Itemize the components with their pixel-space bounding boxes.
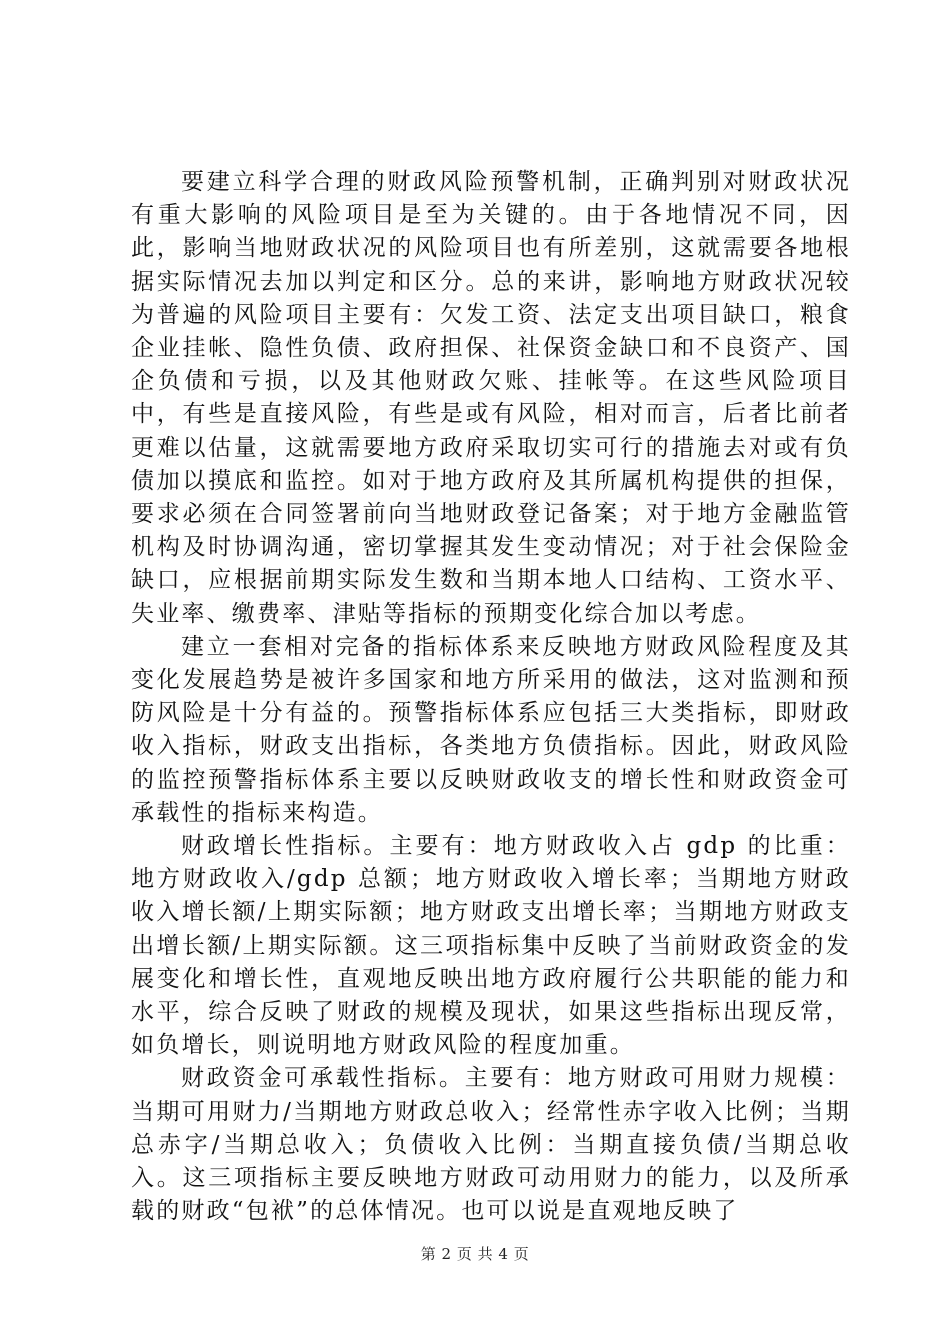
- paragraph-risk-items: 要建立科学合理的财政风险预警机制，正确判别对财政状况有重大影响的风险项目是至为关键的。由于各地情况不同，因此，影响当地财政状况的风险项目也有所差别，这就需要各地根据实际情况去加以判定和区分。总的来讲，影响地方财政状况较为普遍的风险项目主要有：欠发工资、法定支出项目缺口，粮食企业挂帐、隐性负债、政府担保、社保资金缺口和不良资产、国企负债和亏损，以及其他财政欠账、挂帐等。在这些风险项目中，有些是直接风险，有些是或有风险，相对而言，后者比前者更难以估量，这就需要地方政府采取切实可行的措施去对或有负债加以摸底和监控。如对于地方政府及其所属机构提供的担保，要求必须在合同签署前向当地财政登记备案；对于地方金融监管机构及时协调沟通，密切掌握其发生变动情况；对于社会保险金缺口，应根据前期实际发生数和当期本地人口结构、工资水平、失业率、缴费率、津贴等指标的预期变化综合加以考虑。: [131, 169, 851, 627]
- document-body: [131, 166, 851, 1229]
- paragraph-growth-indicators: 财政增长性指标。主要有：地方财政收入占 gdp 的比重：地方财政收入/gdp 总额；地方财政收入增长率；当期地方财政收入增长额/上期实际额；地方财政支出增长率；当期地方财政支出增长额/上期实际额。这三项指标集中反映了当前财政资金的发展变化和增长性，直观地反映出地方政府履行公共职能的能力和水平，综合反映了财政的规模及现状，如果这些指标出现反常，如负增长，则说明地方财政风险的程度加重。: [131, 833, 851, 1059]
- page-footer: 第 2 页 共 4 页: [420, 1245, 530, 1263]
- paragraph-capacity-indicators: 财政资金可承载性指标。主要有：地方财政可用财力规模：当期可用财力/当期地方财政总收入；经常性赤字收入比例；当期总赤字/当期总收入；负债收入比例：当期直接负债/当期总收入。这三项指标主要反映地方财政可动用财力的能力，以及所承载的财政“包袱”的总体情况。也可以说是直观地反映了: [131, 1065, 851, 1225]
- paragraph-indicator-system: 建立一套相对完备的指标体系来反映地方财政风险程度及其变化发展趋势是被许多国家和地方所采用的做法，这对监测和预防风险是十分有益的。预警指标体系应包括三大类指标，即财政收入指标，财政支出指标，各类地方负债指标。因此，财政风险的监控预警指标体系主要以反映财政收支的增长性和财政资金可承载性的指标来构造。: [131, 633, 851, 826]
